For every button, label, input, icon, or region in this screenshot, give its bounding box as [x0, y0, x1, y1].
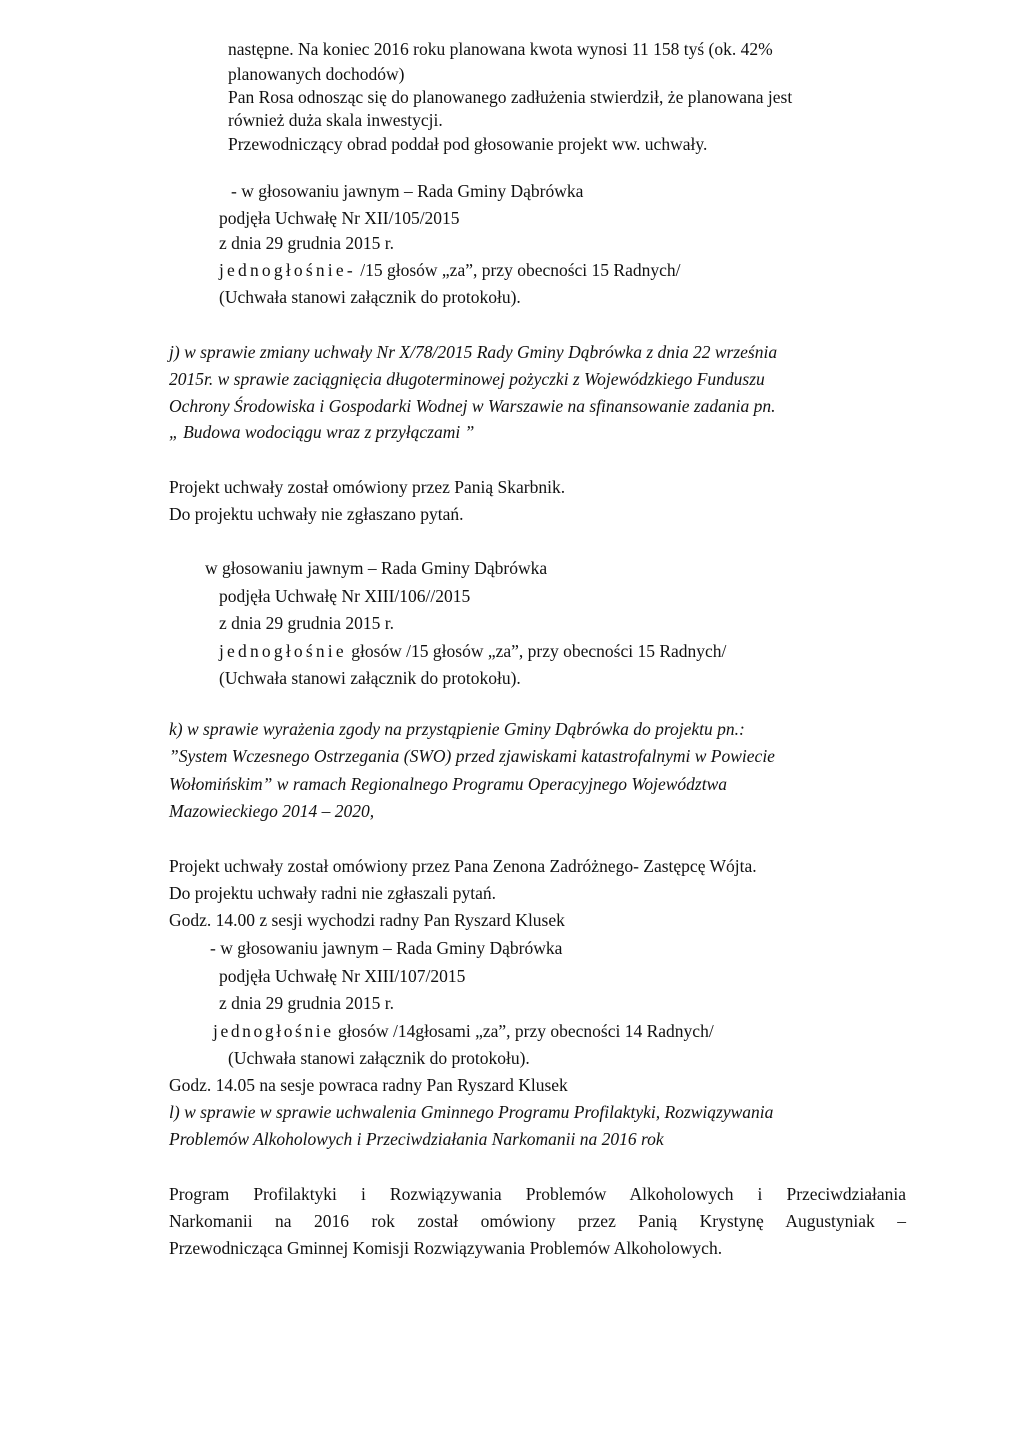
- item-k-questions: Do projektu uchwały radni nie zgłaszali pytań.: [169, 883, 497, 903]
- intro-line-4: również duża skala inwestycji.: [228, 110, 443, 130]
- vote1-line-1: - w głosowaniu jawnym – Rada Gminy Dąbrówka: [231, 181, 584, 201]
- item-l-para-line-1: Program Profilaktyki i Rozwiązywania Problemów Alkoholowych i Przeciwdziałania: [169, 1184, 906, 1204]
- intro-line-1: następne. Na koniec 2016 roku planowana kwota wynosi 11 158 tyś (ok. 42%: [228, 39, 773, 59]
- vote3-attachment: (Uchwała stanowi załącznik do protokołu).: [228, 1048, 530, 1068]
- vote1-line-2: podjęła Uchwałę Nr XII/105/2015: [219, 208, 460, 228]
- vote3-line-3: z dnia 29 grudnia 2015 r.: [219, 993, 394, 1013]
- vote3-unanimous: jednogłośnie: [213, 1021, 334, 1041]
- intro-line-5: Przewodniczący obrad poddał pod głosowanie projekt ww. uchwały.: [228, 134, 708, 154]
- item-j-questions: Do projektu uchwały nie zgłaszano pytań.: [169, 504, 464, 524]
- vote1-line-4: [219, 259, 681, 281]
- item-k-line-4: Mazowieckiego 2014 – 2020,: [169, 801, 375, 821]
- vote3-result: głosów /14głosami „za”, przy obecności 14 Radnych/: [333, 1021, 714, 1041]
- vote3-line-2: podjęła Uchwałę Nr XIII/107/2015: [219, 966, 466, 986]
- vote1-result: /15 głosów „za”, przy obecności 15 Radnych/: [355, 260, 681, 280]
- item-l-para-line-3: Przewodnicząca Gminnej Komisji Rozwiązywania Problemów Alkoholowych.: [169, 1238, 723, 1258]
- vote2-line-1: w głosowaniu jawnym – Rada Gminy Dąbrówka: [205, 558, 548, 578]
- item-j-line-4: „ Budowa wodociągu wraz z przyłączami ”: [169, 422, 475, 442]
- vote2-unanimous: jednogłośnie: [219, 641, 347, 661]
- item-k-line-1: k) w sprawie wyrażenia zgody na przystąpienie Gminy Dąbrówka do projektu pn.:: [169, 719, 745, 739]
- vote2-result: głosów /15 głosów „za”, przy obecności 15 Radnych/: [346, 641, 727, 661]
- item-l-para-line-2: Narkomanii na 2016 rok został omówiony przez Panią Krystynę Augustyniak –: [169, 1211, 906, 1231]
- vote3-line-1: - w głosowaniu jawnym – Rada Gminy Dąbrówka: [210, 938, 563, 958]
- vote1-line-3: z dnia 29 grudnia 2015 r.: [219, 233, 394, 253]
- item-j-line-1: j) w sprawie zmiany uchwały Nr X/78/2015 Rady Gminy Dąbrówka z dnia 22 września: [169, 342, 778, 362]
- vote2-attachment: (Uchwała stanowi załącznik do protokołu).: [219, 668, 521, 688]
- item-k-discussed: Projekt uchwały został omówiony przez Pana Zenona Zadróżnego- Zastępcę Wójta.: [169, 856, 757, 876]
- item-j-discussed: Projekt uchwały został omówiony przez Panią Skarbnik.: [169, 477, 566, 497]
- vote2-line-3: z dnia 29 grudnia 2015 r.: [219, 613, 394, 633]
- returns-note: Godz. 14.05 na sesje powraca radny Pan Ryszard Klusek: [169, 1075, 568, 1095]
- item-l-line-1: l) w sprawie w sprawie uchwalenia Gminnego Programu Profilaktyki, Rozwiązywania: [169, 1102, 774, 1122]
- item-l-line-2: Problemów Alkoholowych i Przeciwdziałania Narkomanii na 2016 rok: [169, 1129, 664, 1149]
- vote2-line-4: [219, 640, 726, 662]
- item-k-line-3: Wołomińskim” w ramach Regionalnego Programu Operacyjnego Województwa: [169, 774, 728, 794]
- intro-line-2: planowanych dochodów): [228, 64, 405, 84]
- item-k-line-2: ”System Wczesnego Ostrzegania (SWO) przed zjawiskami katastrofalnymi w Powiecie: [169, 746, 775, 766]
- item-k-leaves: Godz. 14.00 z sesji wychodzi radny Pan Ryszard Klusek: [169, 910, 565, 930]
- vote3-line-4: [213, 1020, 714, 1042]
- intro-line-3: Pan Rosa odnosząc się do planowanego zadłużenia stwierdził, że planowana jest: [228, 87, 793, 107]
- item-j-line-3: Ochrony Środowiska i Gospodarki Wodnej w Warszawie na sfinansowanie zadania pn.: [169, 396, 776, 416]
- vote2-line-2: podjęła Uchwałę Nr XIII/106//2015: [219, 586, 471, 606]
- vote1-unanimous: jednogłośnie-: [219, 260, 356, 280]
- item-j-line-2: 2015r. w sprawie zaciągnięcia długoterminowej pożyczki z Wojewódzkiego Funduszu: [169, 369, 765, 389]
- vote1-attachment: (Uchwała stanowi załącznik do protokołu).: [219, 287, 521, 307]
